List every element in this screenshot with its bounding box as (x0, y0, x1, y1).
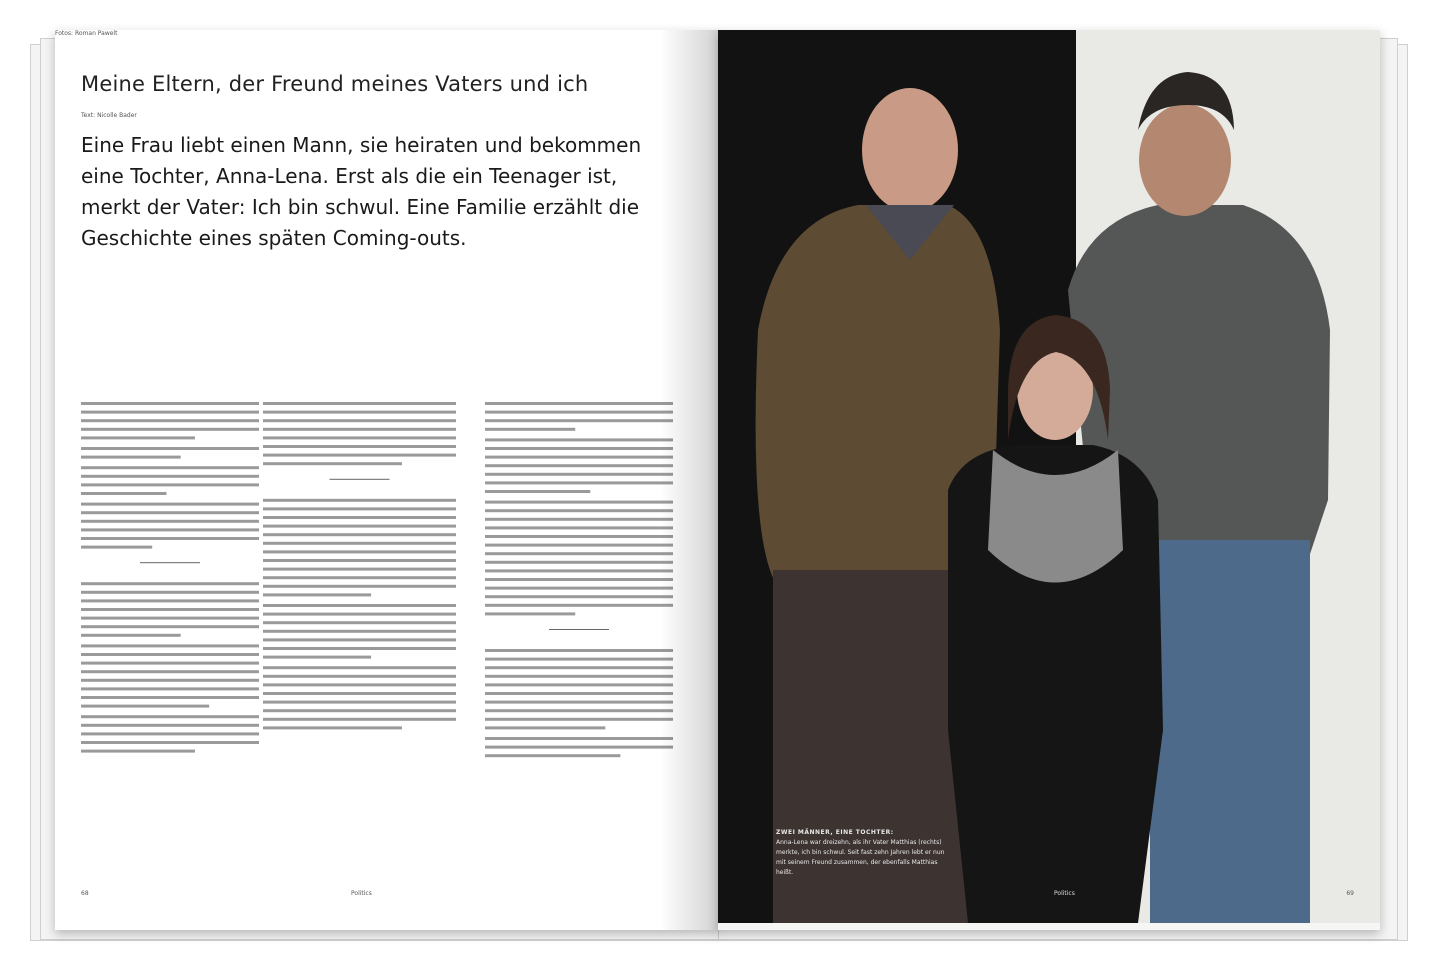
text-line (81, 537, 259, 540)
text-line (81, 653, 259, 656)
text-line (485, 587, 673, 590)
text-line (485, 737, 673, 740)
body-column-3 (485, 398, 665, 871)
text-line (263, 675, 456, 678)
text-line (81, 715, 259, 718)
text-line (485, 501, 673, 504)
text-line (263, 576, 456, 579)
text-line (485, 649, 673, 652)
text-line (485, 701, 673, 704)
text-line (263, 402, 456, 405)
text-line (263, 604, 456, 607)
text-line (263, 656, 371, 659)
text-line (81, 428, 259, 431)
text-line (263, 630, 456, 633)
text-line (263, 701, 456, 704)
text-line (81, 483, 259, 486)
body-text-lines (263, 398, 458, 868)
man-right-head (1139, 104, 1231, 216)
text-line (485, 473, 673, 476)
text-line (485, 746, 673, 749)
text-line (485, 675, 673, 678)
text-line (81, 608, 259, 611)
text-line (263, 533, 456, 536)
text-line (263, 613, 456, 616)
text-line (485, 692, 673, 695)
text-line (485, 754, 620, 757)
text-line (81, 402, 259, 405)
text-line (81, 741, 259, 744)
text-line (485, 726, 605, 729)
body-text-lines (485, 398, 675, 868)
body-text-lines (81, 398, 261, 868)
text-line (485, 709, 673, 712)
magazine-name: Politics (1054, 890, 1075, 897)
text-line (81, 599, 259, 602)
photo-credit: Fotos: Roman Pawelt (55, 30, 118, 37)
text-line (81, 466, 259, 469)
text-line (263, 462, 402, 465)
photo-figures (718, 30, 1380, 923)
text-line (485, 411, 673, 414)
photo-caption (776, 828, 956, 878)
text-line (81, 436, 195, 439)
text-line (263, 726, 402, 729)
text-line (263, 647, 456, 650)
text-line (263, 593, 371, 596)
text-line (263, 692, 456, 695)
caption-title: ZWEI MÄNNER, EINE TOCHTER: (776, 829, 894, 836)
text-line (81, 492, 166, 495)
text-line (263, 559, 456, 562)
text-line (81, 705, 209, 708)
text-line (263, 585, 456, 588)
section-divider (549, 629, 609, 630)
text-line (485, 481, 673, 484)
text-line (81, 732, 259, 735)
text-line (81, 419, 259, 422)
text-line (485, 718, 673, 721)
text-line (485, 438, 673, 441)
text-line (81, 447, 259, 450)
text-line (485, 428, 575, 431)
caption-text: Anna-Lena war dreizehn, als ihr Vater Matthias (rechts) merkte, ich bin schwul. Seit fast zehn Jahren lebt er nun mit seinem Freund zusammen, der ebenfalls Matthias heißt. (776, 839, 945, 876)
article-lead: Eine Frau liebt einen Mann, sie heiraten und bekommen eine Tochter, Anna-Lena. Erst als die ein Teenager ist, merkt der Vater: Ich bin schwul. Eine Familie erzählt die Geschichte eines späten Coming-outs. (81, 133, 642, 250)
right-page (718, 30, 1380, 930)
text-line (263, 454, 456, 457)
text-line (485, 402, 673, 405)
text-line (81, 520, 259, 523)
text-line (263, 621, 456, 624)
text-line (81, 679, 259, 682)
page-number: 69 (1346, 890, 1354, 897)
text-line (485, 561, 673, 564)
text-line (485, 604, 673, 607)
body-column-1 (81, 398, 261, 871)
text-line (81, 528, 259, 531)
text-line (81, 696, 259, 699)
text-line (263, 638, 456, 641)
text-line (485, 464, 673, 467)
text-line (263, 499, 456, 502)
text-line (485, 535, 673, 538)
text-line (263, 709, 456, 712)
text-line (263, 507, 456, 510)
text-line (263, 683, 456, 686)
text-line (263, 568, 456, 571)
text-line (485, 490, 590, 493)
man-left-head (862, 88, 958, 212)
text-line (263, 428, 456, 431)
text-line (485, 666, 673, 669)
text-line (81, 582, 259, 585)
text-line (485, 612, 575, 615)
text-line (485, 456, 673, 459)
text-line (81, 625, 259, 628)
text-line (485, 683, 673, 686)
text-line (81, 503, 259, 506)
magazine-name: Politics (351, 890, 372, 897)
text-credit: Text: Nicolle Bader (81, 112, 137, 119)
text-line (263, 525, 456, 528)
text-line (263, 436, 456, 439)
text-line (81, 687, 259, 690)
text-line (81, 670, 259, 673)
text-line (263, 419, 456, 422)
text-line (81, 634, 181, 637)
gutter-shadow (660, 30, 720, 930)
text-line (263, 718, 456, 721)
text-line (81, 724, 259, 727)
man-right-jeans (1150, 540, 1310, 923)
text-line (81, 644, 259, 647)
text-line (81, 750, 195, 753)
text-line (485, 419, 673, 422)
text-line (485, 518, 673, 521)
text-line (485, 552, 673, 555)
article-title: Meine Eltern, der Freund meines Vaters und ich (81, 72, 589, 96)
text-line (81, 591, 259, 594)
text-line (263, 445, 456, 448)
text-line (485, 544, 673, 547)
text-line (485, 447, 673, 450)
text-line (485, 595, 673, 598)
text-line (81, 546, 152, 549)
text-line (263, 666, 456, 669)
text-line (81, 456, 181, 459)
text-line (81, 617, 259, 620)
section-divider (140, 562, 200, 563)
text-line (485, 578, 673, 581)
text-line (263, 411, 456, 414)
text-line (81, 511, 259, 514)
text-line (263, 542, 456, 545)
text-line (485, 526, 673, 529)
text-line (263, 516, 456, 519)
page-number: 68 (81, 890, 89, 897)
text-line (485, 569, 673, 572)
text-line (81, 411, 259, 414)
text-line (485, 658, 673, 661)
body-column-2 (263, 398, 443, 871)
left-page (55, 30, 720, 930)
section-divider (330, 479, 390, 480)
family-photo (718, 30, 1380, 923)
text-line (81, 662, 259, 665)
text-line (81, 475, 259, 478)
text-line (485, 509, 673, 512)
text-line (263, 550, 456, 553)
